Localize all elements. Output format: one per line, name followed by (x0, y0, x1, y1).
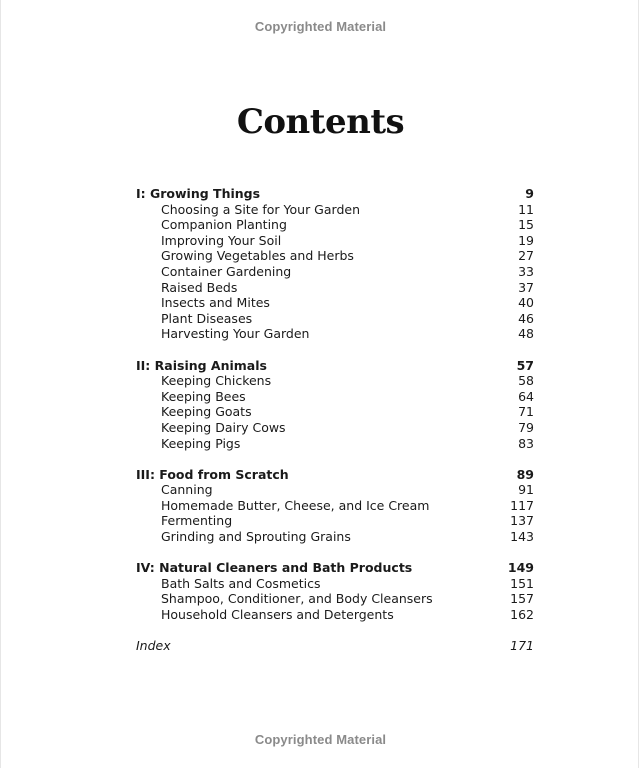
section-spacer (136, 623, 534, 639)
toc-chapter[interactable] (136, 326, 534, 342)
chapter-title: Bath Salts and Cosmetics (161, 575, 321, 591)
chapter-page-number: 27 (518, 248, 534, 264)
section-spacer (136, 545, 534, 561)
part-page-number: 89 (516, 466, 534, 482)
header-copyright-notice: Copyrighted Material (254, 19, 387, 34)
chapter-page-number: 71 (518, 404, 534, 420)
chapter-title: Keeping Goats (161, 404, 252, 420)
chapter-title: Keeping Pigs (161, 435, 241, 451)
chapter-page-number: 162 (510, 607, 534, 623)
toc-part[interactable] (136, 560, 534, 576)
part-title: I: Growing Things (136, 186, 261, 201)
chapter-page-number: 117 (510, 497, 534, 513)
toc-chapter[interactable] (136, 591, 534, 607)
toc-part[interactable] (136, 467, 534, 483)
chapter-title: Choosing a Site for Your Garden (161, 201, 360, 217)
toc-chapter[interactable] (136, 202, 534, 218)
toc-chapter[interactable] (136, 233, 534, 249)
chapter-page-number: 46 (518, 310, 534, 326)
index-label: Index (136, 638, 171, 654)
toc-chapter[interactable] (136, 311, 534, 327)
part-page-number: 57 (516, 357, 534, 373)
toc-chapter[interactable] (136, 513, 534, 529)
chapter-page-number: 58 (518, 373, 534, 389)
toc-chapter[interactable] (136, 373, 534, 389)
chapter-page-number: 143 (510, 529, 534, 545)
chapter-title: Improving Your Soil (161, 232, 282, 248)
chapter-page-number: 40 (518, 295, 534, 311)
toc-chapter[interactable] (136, 498, 534, 514)
toc-chapter[interactable] (136, 217, 534, 233)
part-title: III: Food from Scratch (136, 466, 289, 482)
chapter-title: Household Cleansers and Detergents (161, 607, 394, 623)
chapter-page-number: 15 (518, 217, 534, 233)
chapter-title: Homemade Butter, Cheese, and Ice Cream (161, 497, 430, 513)
toc-chapter[interactable] (136, 529, 534, 545)
part-page-number: 9 (525, 186, 534, 201)
chapter-page-number: 151 (510, 575, 534, 591)
chapter-title: Plant Diseases (161, 310, 253, 326)
chapter-page-number: 83 (518, 435, 534, 451)
toc-chapter[interactable] (136, 295, 534, 311)
chapter-title: Keeping Dairy Cows (161, 419, 286, 435)
index-page-number: 171 (510, 638, 534, 654)
chapter-page-number: 33 (518, 263, 534, 279)
chapter-title: Shampoo, Conditioner, and Body Cleansers (161, 591, 433, 607)
toc-chapter[interactable] (136, 264, 534, 280)
chapter-page-number: 48 (518, 326, 534, 342)
toc-chapter[interactable] (136, 607, 534, 623)
chapter-page-number: 79 (518, 419, 534, 435)
chapter-page-number: 37 (518, 279, 534, 295)
chapter-page-number: 19 (518, 232, 534, 248)
page-title: Contents (236, 102, 405, 142)
toc-index[interactable] (136, 638, 534, 654)
toc-chapter[interactable] (136, 248, 534, 264)
toc-chapter[interactable] (136, 482, 534, 498)
chapter-title: Container Gardening (161, 263, 292, 279)
chapter-title: Growing Vegetables and Herbs (161, 248, 354, 264)
chapter-title: Keeping Bees (161, 388, 246, 404)
part-page-number: 149 (507, 560, 534, 576)
toc-chapter[interactable] (136, 389, 534, 405)
chapter-title: Harvesting Your Garden (161, 326, 310, 342)
part-title: IV: Natural Cleaners and Bath Products (136, 560, 413, 576)
toc-chapter[interactable] (136, 404, 534, 420)
toc-part[interactable] (136, 186, 534, 202)
chapter-title: Raised Beds (161, 279, 238, 295)
chapter-title: Insects and Mites (161, 295, 270, 311)
chapter-title: Keeping Chickens (161, 373, 272, 389)
chapter-page-number: 11 (518, 201, 534, 217)
chapter-page-number: 64 (518, 388, 534, 404)
chapter-title: Companion Planting (161, 217, 287, 233)
toc-chapter[interactable] (136, 576, 534, 592)
toc-chapter[interactable] (136, 436, 534, 452)
section-spacer (136, 342, 534, 358)
chapter-title: Canning (161, 482, 213, 498)
chapter-page-number: 137 (510, 513, 534, 529)
toc-part[interactable] (136, 358, 534, 374)
chapter-title: Grinding and Sprouting Grains (161, 529, 351, 545)
chapter-page-number: 91 (518, 482, 534, 498)
table-of-contents (136, 186, 534, 654)
chapter-title: Fermenting (161, 513, 233, 529)
toc-chapter[interactable] (136, 280, 534, 296)
chapter-page-number: 157 (510, 591, 534, 607)
part-title: II: Raising Animals (136, 357, 267, 373)
footer-copyright-notice: Copyrighted Material (254, 732, 387, 747)
section-spacer (136, 451, 534, 467)
toc-chapter[interactable] (136, 420, 534, 436)
